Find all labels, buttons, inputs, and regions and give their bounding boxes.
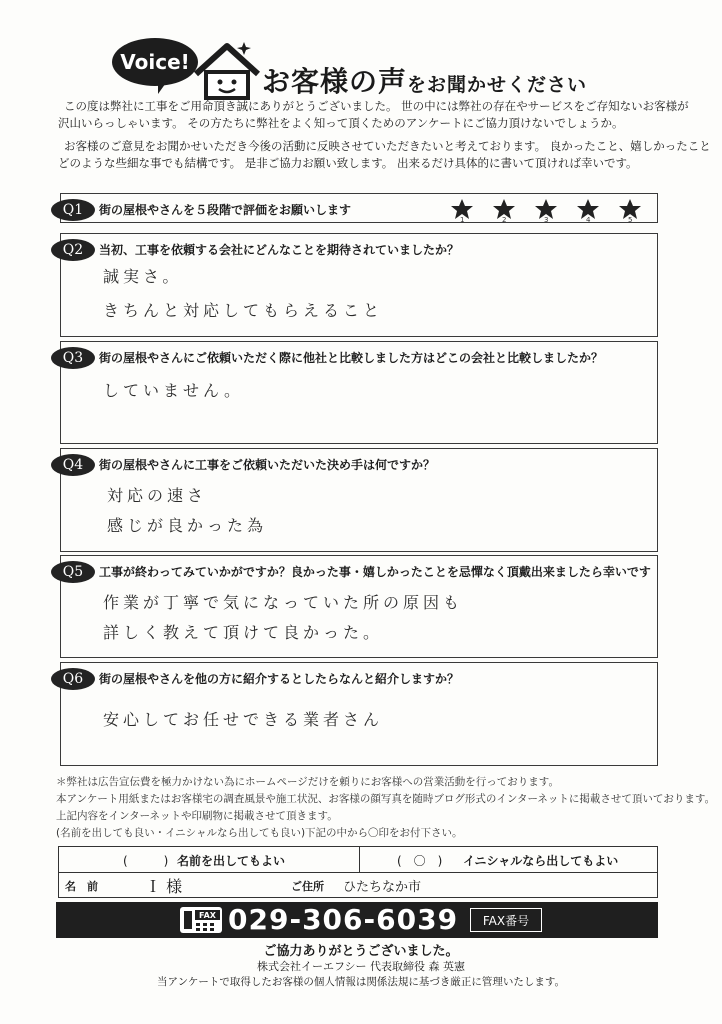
answer-line: 誠実さ。	[103, 267, 183, 286]
title-suffix: をお聞かせください	[407, 74, 588, 96]
name-consent-mark[interactable]: ( )	[123, 854, 169, 868]
answer-line: 作業が丁寧で気になっていた所の原因も	[103, 593, 464, 612]
svg-text:FAX: FAX	[199, 911, 216, 920]
answer-line: していません。	[103, 381, 244, 400]
privacy-text: 当アンケートで取得したお客様の個人情報は関係法規に基づき厳正に管理いたします。	[156, 976, 566, 988]
fax-number: 029-306-6039	[228, 903, 459, 936]
name-consent-label: 名前を出してもよい	[177, 854, 286, 868]
rating-star-2[interactable]	[491, 198, 517, 222]
fax-bar	[56, 902, 658, 938]
address-value: ひたちなか市	[343, 880, 422, 895]
question-2-box	[60, 233, 658, 337]
star-number: 2	[502, 216, 507, 224]
rating-star-5[interactable]	[617, 198, 643, 222]
rating-stars	[449, 198, 643, 222]
name-value: Ｉ 様	[145, 877, 183, 896]
note-line-2: 本アンケート用紙またはお客様宅の調査風景や施工状況、お客様の顔写真を随時ブログ形式のインターネットに掲載させて頂いております。	[56, 793, 716, 805]
fax-icon	[178, 905, 224, 935]
question-text: 街の屋根やさんを５段階で評価をお願いします	[99, 203, 352, 217]
note-line-1: ＊弊社は広告宣伝費を極力かけない為にホームページだけを頼りにお客様への営業活動を行っております。	[56, 776, 559, 788]
question-3-box	[60, 341, 658, 444]
question-label: Q2	[51, 239, 95, 261]
answer-line: 詳しく教えて頂けて良かった。	[103, 623, 384, 642]
divider	[359, 847, 360, 872]
voice-badge-text: Voice!	[120, 50, 190, 74]
address-label: ご住所	[291, 880, 324, 893]
note-line-4: (名前を出しても良い・イニシャルなら出しても良い)下記の中から〇印をお付下さい。	[56, 827, 463, 839]
answer-line: きちんと対応してもらえること	[103, 301, 384, 320]
intro-line-1: この度は弊社に工事をご用命頂き誠にありがとうございました。 世の中には弊社の存在やサービスをご存知ないお客様が	[64, 99, 689, 113]
answer-line: 安心してお任せできる業者さん	[103, 710, 384, 729]
question-text: 当初、工事を依頼する会社にどんなことを期待されていましたか？	[99, 243, 460, 257]
consent-row	[59, 847, 657, 873]
fax-number-tag: FAX番号	[470, 908, 542, 932]
initial-consent-mark[interactable]: ( 〇 )	[397, 854, 443, 868]
customer-row	[59, 872, 657, 897]
star-number: 4	[586, 216, 591, 224]
question-label: Q6	[51, 668, 95, 690]
note-line-3: 上記内容をインターネットや印刷物に掲載させて頂きます。	[56, 810, 338, 822]
question-text: 街の屋根やさんにご依頼いただく際に他社と比較しました方はどこの会社と比較しましたか？	[99, 351, 604, 365]
question-5-box	[60, 555, 658, 658]
rating-star-1[interactable]	[449, 198, 475, 222]
rating-star-3[interactable]	[533, 198, 559, 222]
intro-line-4: どのような些細な事でも結構です。 是非ご協力お願い致します。 出来るだけ具体的に書いて頂ければ幸いです。	[58, 156, 638, 170]
customer-table	[58, 846, 658, 898]
question-text: 工事が終わってみていかがですか？良かった事・嬉しかったことを忌憚なく頂戴出来ましたら幸いです	[99, 565, 651, 579]
question-text: 街の屋根やさんを他の方に紹介するとしたらなんと紹介しますか？	[99, 672, 460, 686]
thanks-text: ご協力ありがとうございました。	[263, 944, 459, 959]
company-text: 株式会社イーエフシー 代表取締役 森 英憲	[256, 960, 466, 973]
page-title	[262, 60, 587, 100]
star-number: 5	[628, 216, 633, 224]
answer-line: 感じが良かった為	[107, 516, 268, 535]
voice-badge	[112, 38, 198, 86]
star-number: 3	[544, 216, 549, 224]
question-4-box	[60, 448, 658, 552]
answer-line: 対応の速さ	[107, 486, 208, 505]
question-1-box	[60, 193, 658, 223]
question-label: Q4	[51, 454, 95, 476]
initial-consent-label: イニシャルなら出してもよい	[463, 854, 619, 868]
rating-star-4[interactable]	[575, 198, 601, 222]
intro-line-2: 沢山いらっしゃいます。 その方たちに弊社をよく知って頂くためのアンケートにご協力頂けないでしょうか。	[58, 116, 624, 130]
title-main: お客様の声	[262, 65, 408, 98]
question-6-box	[60, 662, 658, 766]
question-label: Q3	[51, 347, 95, 369]
intro-line-3: お客様のご意見をお聞かせいただき今後の活動に反映させていただきたいと考えております。 良かったこと、嬉しかったこと	[64, 139, 711, 153]
star-number: 1	[460, 216, 465, 224]
house-icon	[192, 40, 262, 102]
question-text: 街の屋根やさんに工事をご依頼いただいた決め手は何ですか？	[99, 458, 436, 472]
question-label: Q1	[51, 199, 95, 221]
question-label: Q5	[51, 561, 95, 583]
name-label: 名 前	[65, 880, 98, 893]
